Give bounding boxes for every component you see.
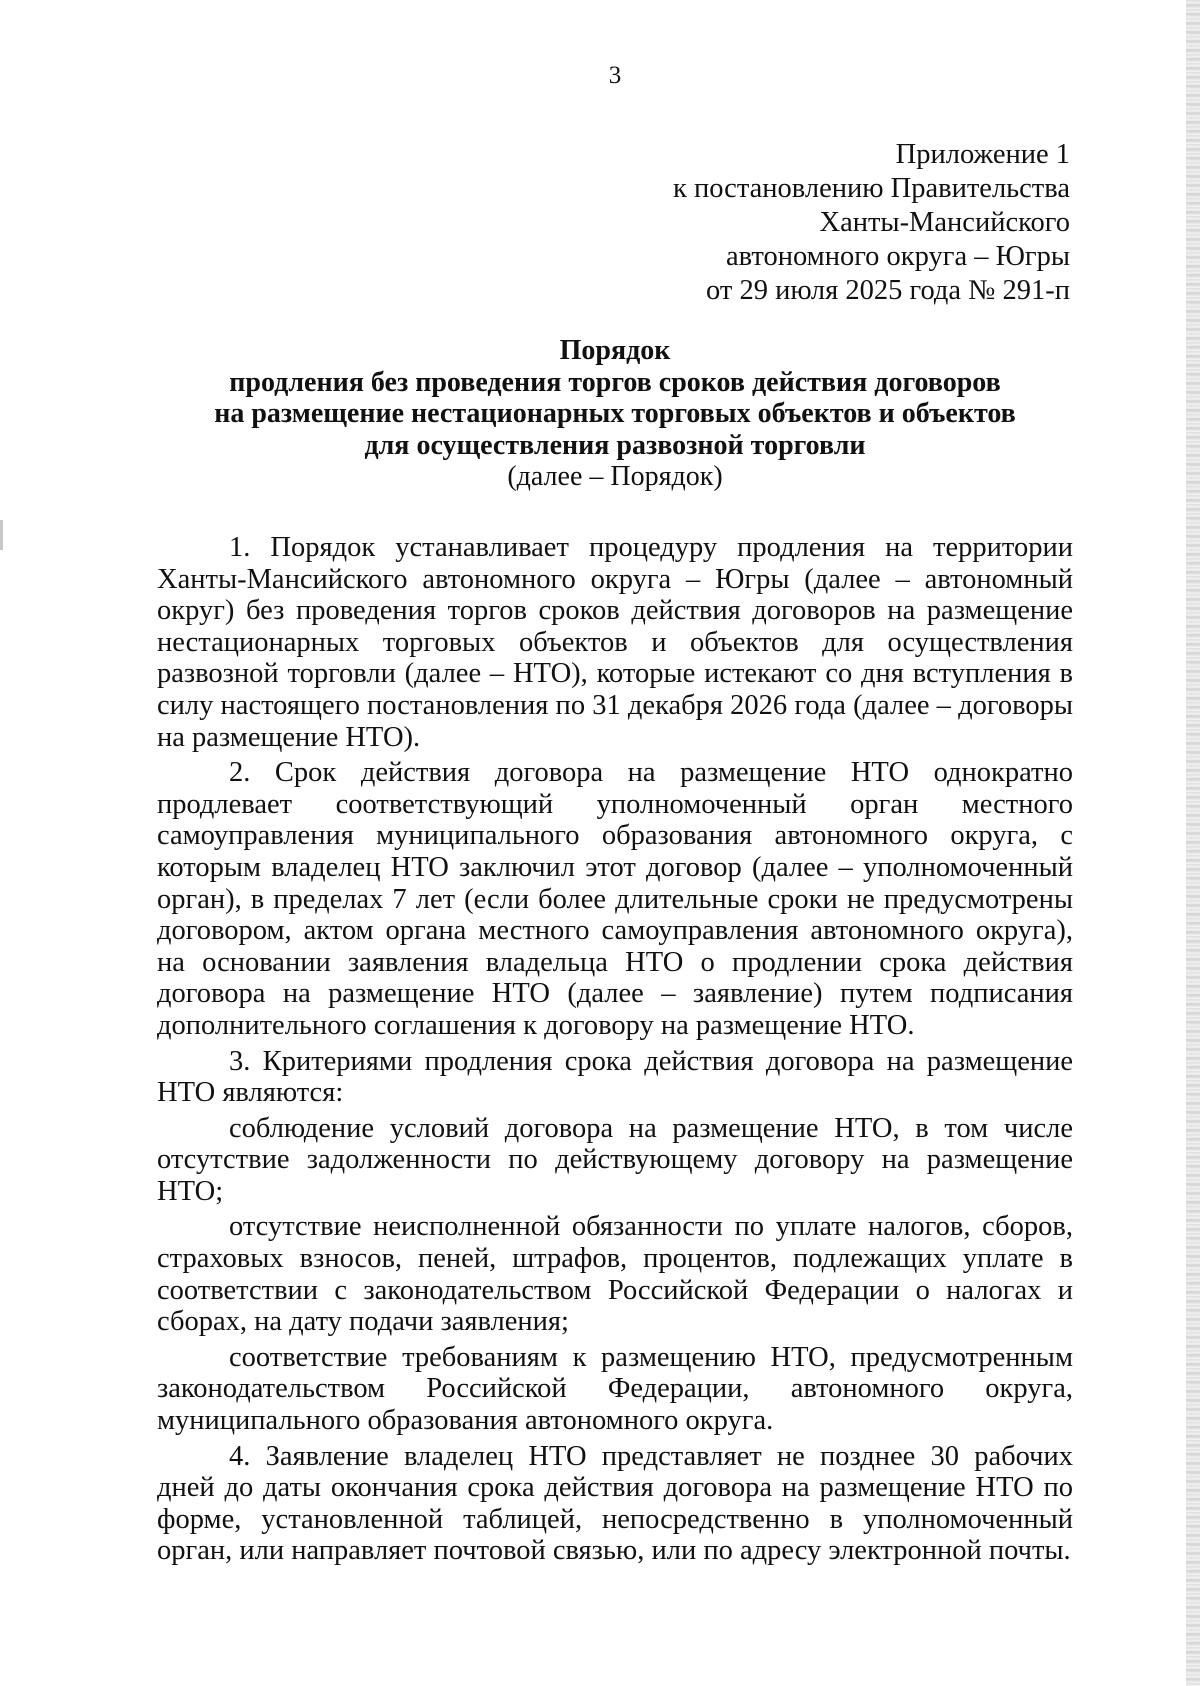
document-body [157,532,1073,1567]
scan-margin-mark [0,520,3,550]
page-number: 3 [608,62,622,89]
title-line: для осуществления развозной торговли [364,429,866,461]
appendix-line: Приложение 1 [895,139,1070,170]
document-title [155,335,1075,493]
scan-edge-artifact [1186,0,1200,1686]
body-paragraph-1: 1. Порядок устанавливает процедуру продления на территории Ханты-Мансийского автономного округа – Югры (далее – автономный округ) без проведения торгов сроков действия договоров на размещение нестационарных торговых объектов и объектов для осуществления развозной торговли (далее – НТО), которые истекают со дня вступления в силу настоящего постановления по 31 декабря 2026 года (далее – договоры на размещение НТО). [157,532,1073,753]
appendix-line: автономного округа – Югры [725,241,1070,272]
appendix-line: к постановлению Правительства [672,173,1070,204]
title-line: Порядок [559,335,671,366]
appendix-line: Ханты-Мансийского [819,207,1070,238]
title-line: продления без проведения торгов сроков действия договоров [229,366,1001,398]
body-paragraph-criterion-3: соответствие требованиям к размещению НТО, предусмотренным законодательством Российской Федерации, автономного округа, муниципального образования автономного округа. [157,1341,1073,1437]
title-line: на размещение нестационарных торговых объектов и объектов [214,398,1016,429]
appendix-line: от 29 июля 2025 года № 291-п [706,275,1070,306]
body-paragraph-criterion-2: отсутствие неисполненной обязанности по уплате налогов, сборов, страховых взносов, пеней, штрафов, процентов, подлежащих уплате в соответствии с законодательством Российской Федерации о налогах и сборах, на дату подачи заявления; [157,1211,1073,1338]
body-paragraph-4: 4. Заявление владелец НТО представляет не позднее 30 рабочих дней до даты окончания срока действия договора на размещение НТО по форме, установленной таблицей, непосредственно в уполномоченный орган, или направляет почтовой связью, или по адресу электронной почты. [157,1440,1073,1567]
title-subline: (далее – Порядок) [507,461,723,492]
body-paragraph-criterion-1: соблюдение условий договора на размещение НТО, в том числе отсутствие задолженности по действующему договору на размещение НТО; [157,1112,1073,1207]
appendix-header [673,138,1070,308]
body-paragraph-2: 2. Срок действия договора на размещение НТО однократно продлевает соответствующий уполномоченный орган местного самоуправления муниципального образования автономного округа, с которым владелец НТО заключил этот договор (далее – уполномоченный орган), в пределах 7 лет (если более длительные сроки не предусмотрены договором, актом органа местного самоуправления автономного округа), на основании заявления владельца НТО о продлении срока действия договора на размещение НТО (далее – заявление) путем подписания дополнительного соглашения к договору на размещение НТО. [157,757,1073,1041]
body-paragraph-3: 3. Критериями продления срока действия договора на размещение НТО являются: [157,1045,1073,1109]
